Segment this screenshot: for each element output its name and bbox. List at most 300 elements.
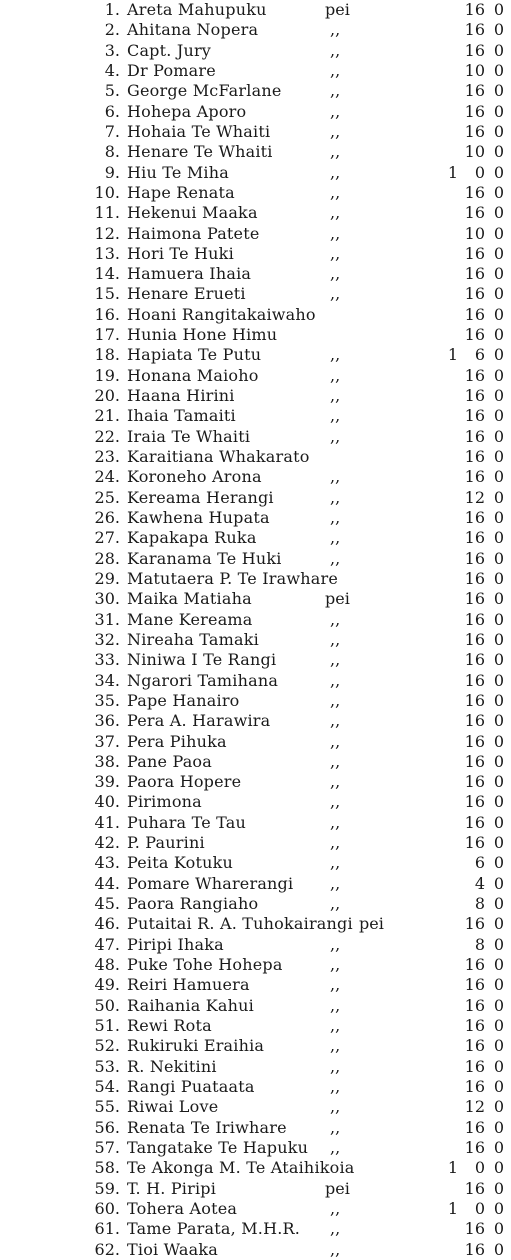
entry-mark: ,, [330,609,341,629]
entry-pence: 0 [493,0,504,19]
entry-pence: 0 [493,345,504,365]
entry-number: 9. [104,162,120,182]
entry-pence: 0 [493,1036,504,1056]
entry-number: 46. [94,914,120,934]
entry-name: Tioi Waaka [127,1239,218,1259]
entry-number: 23. [94,447,120,467]
list-item [0,1057,511,1077]
list-item [0,955,511,975]
list-item [0,996,511,1016]
entry-name: Hohepa Aporo [127,101,247,121]
entry-number: 47. [94,934,120,954]
entry-pence: 0 [493,1016,504,1035]
entry-name: P. Paurini [127,833,205,853]
entry-pence: 0 [493,629,504,649]
list-item [0,1036,511,1056]
entry-name: Riwai Love [127,1097,219,1117]
entry-number: 14. [94,264,120,284]
entry-number: 59. [94,1178,120,1198]
list-item [0,325,511,345]
entry-name: Paora Hopere [127,772,242,792]
entry-shillings: 16 [464,40,485,60]
entry-mark: ,, [330,751,341,771]
entry-number: 54. [94,1076,120,1096]
entry-mark: ,, [330,1137,341,1157]
list-item [0,386,511,406]
entry-mark: ,, [330,1117,341,1137]
entry-number: 19. [94,365,120,385]
entry-mark: ,, [330,203,341,223]
list-item [0,935,511,955]
list-item [0,366,511,386]
entry-number: 44. [94,873,120,893]
entry-pence: 0 [493,1239,504,1259]
entry-shillings: 16 [464,20,485,40]
entry-pence: 0 [493,264,504,284]
entry-number: 58. [94,1158,120,1178]
list-item [0,345,511,365]
entry-shillings: 16 [464,975,485,995]
list-item [0,142,511,162]
entry-mark: ,, [330,528,341,548]
entry-mark: ,, [330,1198,341,1218]
entry-name: Kereama Herangi [127,487,274,507]
entry-pence: 0 [493,20,504,40]
entry-pence: 0 [493,1158,504,1178]
entry-number: 17. [94,325,120,345]
entry-shillings: 16 [464,711,485,731]
entry-shillings: 16 [464,426,485,446]
entry-shillings: 16 [464,1016,485,1035]
entry-name: Hekenui Maaka [127,203,258,223]
entry-shillings: 16 [464,690,485,710]
entry-shillings: 8 [474,934,485,954]
entry-number: 38. [94,751,120,771]
entry-mark: ,, [330,487,341,507]
entry-name: Honana Maioho [127,365,259,385]
list-item [0,975,511,995]
entry-pence: 0 [493,284,504,304]
entry-mark: pei [325,0,350,19]
entry-pence: 0 [493,325,504,345]
entry-name: George McFarlane [127,81,282,101]
entry-pence: 0 [493,853,504,873]
entry-mark: ,, [330,670,341,690]
entry-name: Tohera Aotea [127,1198,238,1218]
entry-name: Dr Pomare [127,60,216,80]
entry-mark: ,, [330,101,341,121]
entry-pounds: 1 [447,1158,458,1178]
entry-name: Karanama Te Huki [127,548,282,568]
entry-mark: ,, [330,182,341,202]
entry-pence: 0 [493,508,504,527]
entry-name: Hamuera Ihaia [127,264,252,284]
entry-shillings: 16 [464,568,485,588]
entry-pounds: 1 [447,1198,458,1218]
entry-shillings: 16 [464,1178,485,1198]
entry-name: Ngarori Tamihana [127,670,279,690]
list-item [0,467,511,487]
entry-shillings: 16 [464,1076,485,1096]
entry-name: Paora Rangiaho [127,894,259,914]
entry-pence: 0 [493,690,504,710]
entry-shillings: 16 [464,304,485,324]
entry-pence: 0 [493,1117,504,1137]
entry-shillings: 16 [464,629,485,649]
entry-shillings: 0 [474,1198,485,1218]
list-item [0,752,511,772]
entry-pence: 0 [493,1219,504,1239]
entry-mark: ,, [330,81,341,101]
list-item [0,244,511,264]
entry-mark: ,, [330,365,341,385]
entry-mark: ,, [330,406,341,426]
entry-mark: ,, [330,995,341,1015]
list-item [0,1016,511,1036]
list-item [0,691,511,711]
entry-mark: ,, [330,1219,341,1239]
entry-shillings: 16 [464,182,485,202]
entry-name: Peita Kotuku [127,853,233,873]
entry-shillings: 16 [464,0,485,19]
entry-shillings: 16 [464,772,485,792]
entry-mark: ,, [330,467,341,487]
list-item [0,406,511,426]
entry-mark: pei [325,1178,350,1198]
entry-mark: ,, [330,650,341,670]
entry-shillings: 16 [464,1219,485,1239]
entry-number: 37. [94,731,120,751]
entry-name: Hunia Hone Himu [127,325,278,345]
entry-name: Puke Tohe Hohepa [127,955,283,975]
entry-shillings: 16 [464,1036,485,1056]
entry-shillings: 16 [464,914,485,934]
entry-name: Hoani Rangitakaiwaho [127,304,316,324]
list-item [0,305,511,325]
entry-pence: 0 [493,1198,504,1218]
list-item [0,203,511,223]
entry-number: 7. [104,121,120,141]
list-item [0,813,511,833]
entry-mark: ,, [330,1076,341,1096]
entry-pence: 0 [493,975,504,995]
entry-number: 55. [94,1097,120,1117]
entry-number: 60. [94,1198,120,1218]
entry-shillings: 16 [464,833,485,853]
entry-mark: ,, [330,894,341,914]
entry-name: Pirimona [127,792,202,812]
entry-shillings: 16 [464,751,485,771]
entry-mark: ,, [330,629,341,649]
entry-shillings: 16 [464,589,485,609]
list-item [0,671,511,691]
entry-name: Niniwa I Te Rangi [127,650,277,670]
list-item [0,41,511,61]
entry-number: 61. [94,1219,120,1239]
entry-pence: 0 [493,812,504,832]
entry-mark: ,, [330,934,341,954]
entry-mark: ,, [330,690,341,710]
entry-number: 48. [94,955,120,975]
list-item [0,163,511,183]
list-item [0,1219,511,1239]
entry-shillings: 16 [464,1137,485,1157]
entry-shillings: 16 [464,792,485,812]
entry-name: Ihaia Tamaiti [127,406,236,426]
entry-number: 1. [104,0,120,19]
entry-name: Henare Erueti [127,284,246,304]
entry-shillings: 4 [474,873,485,893]
entry-name: Capt. Jury [127,40,212,60]
entry-name: Matutaera P. Te Irawhare [127,568,339,588]
entry-pence: 0 [493,406,504,426]
list-item [0,102,511,122]
entry-number: 15. [94,284,120,304]
entry-name: Rangi Puataata [127,1076,255,1096]
entry-number: 41. [94,812,120,832]
entry-name: Piripi Ihaka [127,934,224,954]
entry-name: Haimona Patete [127,223,260,243]
list-item [0,122,511,142]
entry-number: 53. [94,1056,120,1076]
entry-number: 36. [94,711,120,731]
entry-mark: pei [359,914,384,934]
entry-name: Pera Pihuka [127,731,227,751]
list-item [0,732,511,752]
entry-pence: 0 [493,162,504,182]
entry-number: 5. [104,81,120,101]
entry-number: 27. [94,528,120,548]
list-item [0,894,511,914]
entry-number: 21. [94,406,120,426]
list-item [0,610,511,630]
entry-number: 51. [94,1016,120,1035]
entry-number: 28. [94,548,120,568]
entry-name: Putaitai R. A. Tuhokairangi [127,914,353,934]
list-item [0,589,511,609]
entry-pence: 0 [493,101,504,121]
entry-mark: ,, [330,1036,341,1056]
entry-name: Hapiata Te Putu [127,345,262,365]
list-item [0,1097,511,1117]
entry-shillings: 16 [464,81,485,101]
entry-number: 42. [94,833,120,853]
list-item [0,772,511,792]
entry-shillings: 12 [464,1097,485,1117]
entry-pence: 0 [493,203,504,223]
entry-name: Puhara Te Tau [127,812,247,832]
entry-shillings: 16 [464,203,485,223]
list-item [0,61,511,81]
entry-mark: ,, [330,955,341,975]
entry-name: Ahitana Nopera [127,20,259,40]
entry-pence: 0 [493,81,504,101]
entry-number: 20. [94,386,120,406]
entry-number: 49. [94,975,120,995]
entry-pence: 0 [493,1137,504,1157]
entry-pence: 0 [493,223,504,243]
entry-mark: ,, [330,508,341,527]
entry-shillings: 16 [464,264,485,284]
entry-number: 40. [94,792,120,812]
list-item [0,0,511,20]
entry-pence: 0 [493,1097,504,1117]
entry-number: 29. [94,568,120,588]
entry-shillings: 6 [474,345,485,365]
entry-name: Rewi Rota [127,1016,212,1035]
entry-mark: ,, [330,792,341,812]
entry-name: Iraia Te Whaiti [127,426,251,446]
entry-pence: 0 [493,772,504,792]
entry-name: Koroneho Arona [127,467,262,487]
entry-number: 57. [94,1137,120,1157]
entry-mark: ,, [330,40,341,60]
entry-pence: 0 [493,751,504,771]
list-item [0,447,511,467]
list-item [0,224,511,244]
entry-shillings: 16 [464,406,485,426]
entry-mark: ,, [330,121,341,141]
entry-pence: 0 [493,365,504,385]
list-item [0,81,511,101]
entry-shillings: 16 [464,609,485,629]
entry-pence: 0 [493,934,504,954]
entry-number: 26. [94,508,120,527]
entry-pence: 0 [493,243,504,263]
entry-pence: 0 [493,447,504,467]
entry-mark: ,, [330,731,341,751]
entry-mark: ,, [330,833,341,853]
entry-pence: 0 [493,650,504,670]
entry-pence: 0 [493,142,504,162]
entry-number: 2. [104,20,120,40]
entry-mark: ,, [330,345,341,365]
entry-number: 4. [104,60,120,80]
entry-name: Kapakapa Ruka [127,528,257,548]
entry-name: Henare Te Whaiti [127,142,273,162]
entry-mark: ,, [330,711,341,731]
entry-number: 13. [94,243,120,263]
entry-mark: ,, [330,264,341,284]
entry-pence: 0 [493,1178,504,1198]
entry-shillings: 16 [464,1056,485,1076]
entry-name: Te Akonga M. Te Ataihikoia [127,1158,355,1178]
entry-name: Hohaia Te Whaiti [127,121,271,141]
entry-shillings: 16 [464,955,485,975]
list-item [0,20,511,40]
entry-mark: ,, [330,142,341,162]
entry-number: 45. [94,894,120,914]
list-item [0,427,511,447]
entry-shillings: 10 [464,223,485,243]
entry-shillings: 10 [464,60,485,80]
list-item [0,488,511,508]
entry-number: 39. [94,772,120,792]
entry-pence: 0 [493,60,504,80]
entry-number: 6. [104,101,120,121]
entry-pence: 0 [493,1056,504,1076]
entry-number: 50. [94,995,120,1015]
entry-pence: 0 [493,995,504,1015]
entry-mark: ,, [330,426,341,446]
entry-shillings: 0 [474,162,485,182]
entry-mark: ,, [330,60,341,80]
entry-shillings: 16 [464,670,485,690]
entry-number: 16. [94,304,120,324]
entry-pence: 0 [493,487,504,507]
entry-pence: 0 [493,711,504,731]
entry-pence: 0 [493,731,504,751]
list-item [0,650,511,670]
entry-number: 56. [94,1117,120,1137]
entry-pence: 0 [493,528,504,548]
entry-shillings: 16 [464,325,485,345]
entry-shillings: 6 [474,853,485,873]
entry-number: 8. [104,142,120,162]
entry-pence: 0 [493,914,504,934]
list-item [0,1158,511,1178]
entry-name: Tame Parata, M.H.R. [127,1219,301,1239]
entry-pence: 0 [493,670,504,690]
entry-mark: pei [325,589,350,609]
entry-name: Reiri Hamuera [127,975,250,995]
entry-name: Renata Te Iriwhare [127,1117,287,1137]
entry-pence: 0 [493,182,504,202]
entry-name: Areta Mahupuku [127,0,267,19]
entry-name: R. Nekitini [127,1056,217,1076]
entry-shillings: 16 [464,508,485,527]
entry-shillings: 16 [464,812,485,832]
entry-pence: 0 [493,609,504,629]
entry-name: Haana Hirini [127,386,235,406]
entry-number: 11. [94,203,120,223]
list-item [0,1138,511,1158]
entry-shillings: 16 [464,121,485,141]
entry-name: Kawhena Hupata [127,508,270,527]
entry-mark: ,, [330,812,341,832]
entry-pence: 0 [493,548,504,568]
entry-name: Rukiruki Eraihia [127,1036,265,1056]
entry-number: 34. [94,670,120,690]
entry-name: Hiu Te Miha [127,162,229,182]
entry-pence: 0 [493,894,504,914]
entry-number: 35. [94,690,120,710]
entry-shillings: 16 [464,447,485,467]
entry-mark: ,, [330,284,341,304]
list-item [0,183,511,203]
list-item [0,549,511,569]
entry-name: Raihania Kahui [127,995,254,1015]
entry-mark: ,, [330,223,341,243]
entry-shillings: 16 [464,101,485,121]
entry-name: Hori Te Huki [127,243,234,263]
entry-shillings: 10 [464,142,485,162]
entry-number: 30. [94,589,120,609]
entry-pounds: 1 [447,345,458,365]
entry-shillings: 16 [464,548,485,568]
entry-pence: 0 [493,792,504,812]
entry-mark: ,, [330,243,341,263]
list-item [0,508,511,528]
entry-name: Karaitiana Whakarato [127,447,310,467]
entry-number: 62. [94,1239,120,1259]
list-item [0,1179,511,1199]
entry-number: 18. [94,345,120,365]
entry-shillings: 12 [464,487,485,507]
entry-name: Pape Hanairo [127,690,240,710]
entry-pence: 0 [493,40,504,60]
list-item [0,1118,511,1138]
